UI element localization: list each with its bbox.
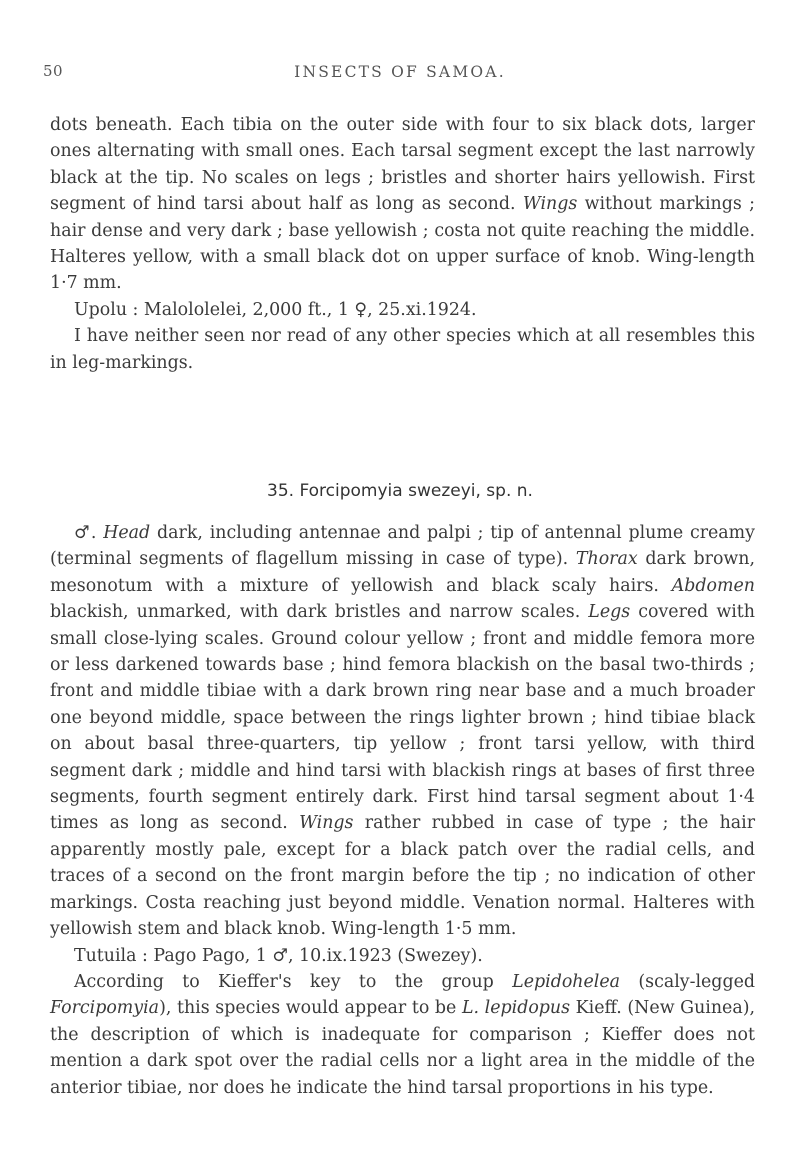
- term-thorax: Thorax: [575, 549, 638, 570]
- paragraph-remark: I have neither seen nor read of any other species which at all resembles this in leg-markings.: [50, 326, 755, 373]
- page-number: 50: [43, 62, 64, 80]
- species-heading: 35. Forcipomyia swezeyi, sp. n.: [267, 481, 533, 501]
- term-abdomen: Abdomen: [671, 575, 756, 596]
- term-wings: Wings: [522, 194, 578, 215]
- term-legs: Legs: [588, 602, 631, 623]
- running-head: INSECTS OF SAMOA.: [294, 63, 506, 81]
- term-wings: Wings: [299, 813, 354, 834]
- paragraph-locality: Upolu : Malololelei, 2,000 ft., 1 ♀, 25.xi.1924.: [74, 299, 477, 320]
- paragraph-comparison: According to Kieffer's key to the group Lepidohelea (scaly-legged Forcipomyia), this species would appear to be L. lepidopus Kieff. (New Guinea), the description of which is inadequate for comparison ; Kieffer does not mention a dark spot over the radial cells nor a light area in the middle of the anterior tibiae, nor does he indicate the hind tarsal proportions in his type.: [50, 971, 756, 1098]
- genus-name: Forcipomyia: [50, 998, 160, 1019]
- genus-name: Lepidohelea: [512, 971, 621, 992]
- paragraph-locality: Tutuila : Pago Pago, 1 ♂, 10.ix.1923 (Swezey).: [74, 945, 483, 966]
- paragraph-male-description: ♂. Head dark, including antennae and palpi ; tip of antennal plume creamy (terminal segments of flagellum missing in case of type). Thorax dark brown, mesonotum with a mixture of yellowish and black scaly hairs. Abdomen blackish, unmarked, with dark bristles and narrow scales. Legs covered with small close-lying scales. Ground colour yellow ; front and middle femora more or less darkened towards base ; hind femora blackish on the basal two-thirds ; front and middle tibiae with a dark brown ring near base and a much broader one beyond middle, space between the rings lighter brown ; hind tibiae black on about basal three-quarters, tip yellow ; front tarsi yellow, with third segment dark ; middle and hind tarsi with blackish rings at bases of first three segments, fourth segment entirely dark. First hind tarsal segment about 1·4 times as long as second. Wings rather rubbed in case of type ; the hair apparently mostly pale, except for a black patch over the radial cells, and traces of a second on the front margin before the tip ; no indication of other markings. Costa reaching just beyond middle. Venation normal. Halteres with yellowish stem and black knob. Wing-length 1·5 mm.: [50, 523, 756, 940]
- paragraph-description: dots beneath. Each tibia on the outer side with four to six black dots, larger ones alternating with small ones. Each tarsal segment except the last narrowly black at the tip. No scales on legs ; bristles and shorter hairs yellowish. First segment of hind tarsi about half as long as second. Wings without markings ; hair dense and very dark ; base yellowish ; costa not quite reaching the middle. Halteres yellow, with a small black dot on upper surface of knob. Wing-length 1·7 mm.: [50, 115, 755, 294]
- sex-symbol: ♂.: [74, 523, 97, 543]
- section-previous-species: [50, 112, 755, 376]
- section-species-description: [50, 520, 755, 1101]
- term-head: Head: [103, 523, 151, 543]
- species-name: L. lepidopus: [461, 998, 571, 1019]
